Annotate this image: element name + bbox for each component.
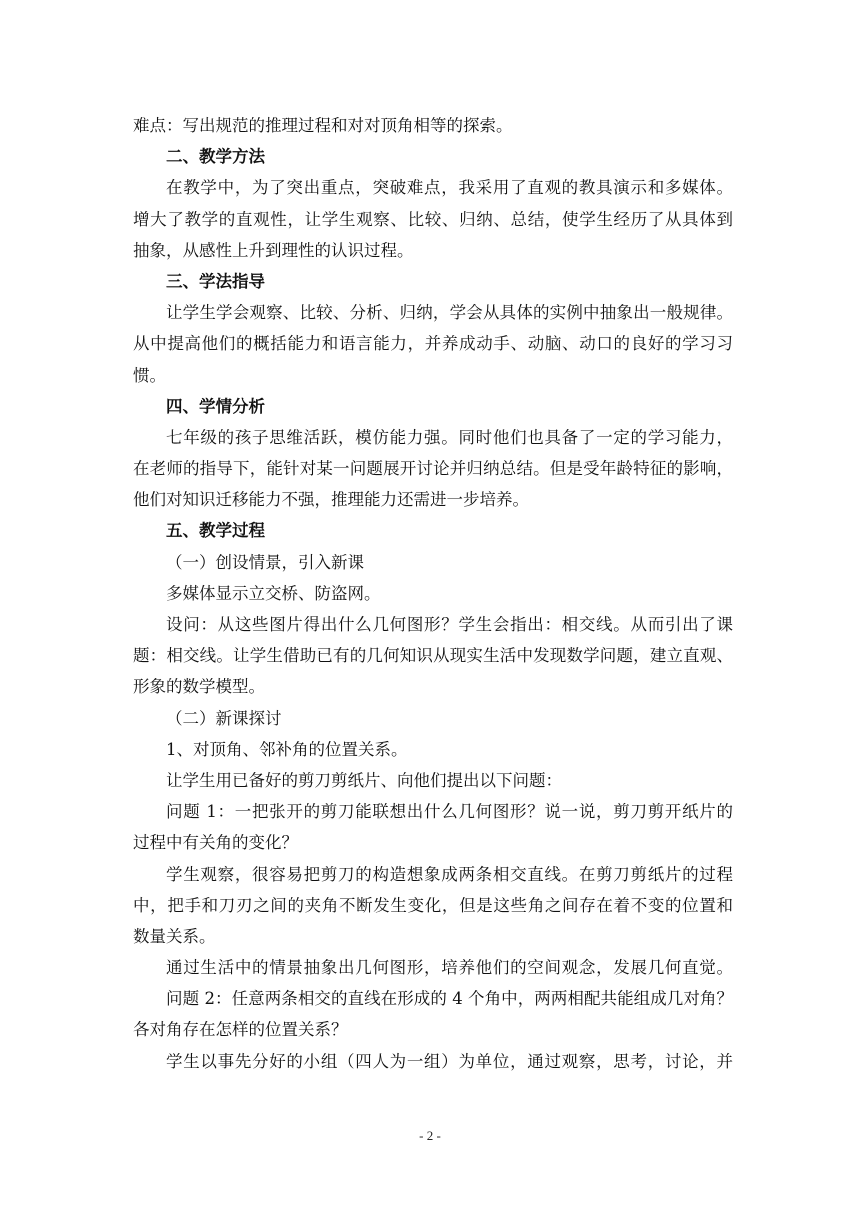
paragraph-line: 抽象，从感性上升到理性的认识过程。 bbox=[133, 240, 414, 260]
paragraph-line: 在老师的指导下，能针对某一问题展开讨论并归纳总结。但是受年龄特征的影响， bbox=[133, 459, 733, 479]
paragraph-line: 他们对知识迁移能力不强，推理能力还需进一步培养。 bbox=[133, 490, 529, 510]
subsection-heading: （二）新课探讨 bbox=[166, 708, 282, 728]
paragraph-line: 问题 1：一把张开的剪刀能联想出什么几何图形？说一说，剪刀剪开纸片的 bbox=[166, 802, 733, 822]
paragraph-line: 中，把手和刀刃之间的夹角不断发生变化，但是这些角之间存在着不变的位置和 bbox=[133, 895, 733, 915]
paragraph-line: 数量关系。 bbox=[133, 926, 216, 946]
paragraph-line: 设问：从这些图片得出什么几何图形？学生会指出：相交线。从而引出了课 bbox=[166, 615, 733, 634]
paragraph-line: 七年级的孩子思维活跃，模仿能力强。同时他们也具备了一定的学习能力， bbox=[166, 427, 733, 447]
section-heading: 三、学法指导 bbox=[166, 271, 265, 291]
paragraph-line: 让学生用已备好的剪刀剪纸片、向他们提出以下问题： bbox=[166, 770, 562, 790]
paragraph-line: 过程中有关角的变化？ bbox=[133, 833, 298, 853]
paragraph-line: 通过生活中的情景抽象出几何图形，培养他们的空间观念，发展几何直觉。 bbox=[166, 958, 733, 978]
paragraph-line: 让学生学会观察、比较、分析、归纳，学会从具体的实例中抽象出一般规律。 bbox=[166, 303, 733, 323]
paragraph-line: 1、对顶角、邻补角的位置关系。 bbox=[166, 739, 408, 759]
section-heading: 五、教学过程 bbox=[166, 521, 265, 541]
paragraph-line: 从中提高他们的概括能力和语言能力，并养成动手、动脑、动口的良好的学习习 bbox=[133, 334, 733, 354]
paragraph-line: 学生以事先分好的小组（四人为一组）为单位，通过观察，思考，讨论，并 bbox=[166, 1051, 733, 1071]
paragraph-line: 各对角存在怎样的位置关系？ bbox=[133, 1020, 348, 1040]
paragraph-line: 多媒体显示立交桥、防盗网。 bbox=[166, 583, 381, 603]
paragraph-line: 在教学中，为了突出重点，突破难点，我采用了直观的教具演示和多媒体。 bbox=[166, 178, 733, 198]
paragraph-line: 题：相交线。让学生借助已有的几何知识从现实生活中发现数学问题，建立直观、 bbox=[133, 646, 733, 666]
page-body bbox=[133, 110, 733, 1077]
paragraph-line: 学生观察，很容易把剪刀的构造想象成两条相交直线。在剪刀剪纸片的过程 bbox=[166, 864, 733, 884]
paragraph-line: 增大了教学的直观性，让学生观察、比较、归纳、总结，使学生经历了从具体到 bbox=[133, 209, 733, 229]
paragraph-line: 形象的数学模型。 bbox=[133, 677, 265, 697]
subsection-heading: （一）创设情景，引入新课 bbox=[166, 552, 364, 572]
paragraph-line: 问题 2：任意两条相交的直线在形成的 4 个角中，两两相配共能组成几对角？ bbox=[166, 989, 733, 1009]
text-line: 难点：写出规范的推理过程和对对顶角相等的探索。 bbox=[133, 116, 513, 135]
section-heading: 二、教学方法 bbox=[166, 147, 265, 167]
section-heading: 四、学情分析 bbox=[166, 396, 265, 416]
page-number: - 2 - bbox=[419, 1128, 441, 1143]
paragraph-line: 惯。 bbox=[133, 365, 166, 385]
